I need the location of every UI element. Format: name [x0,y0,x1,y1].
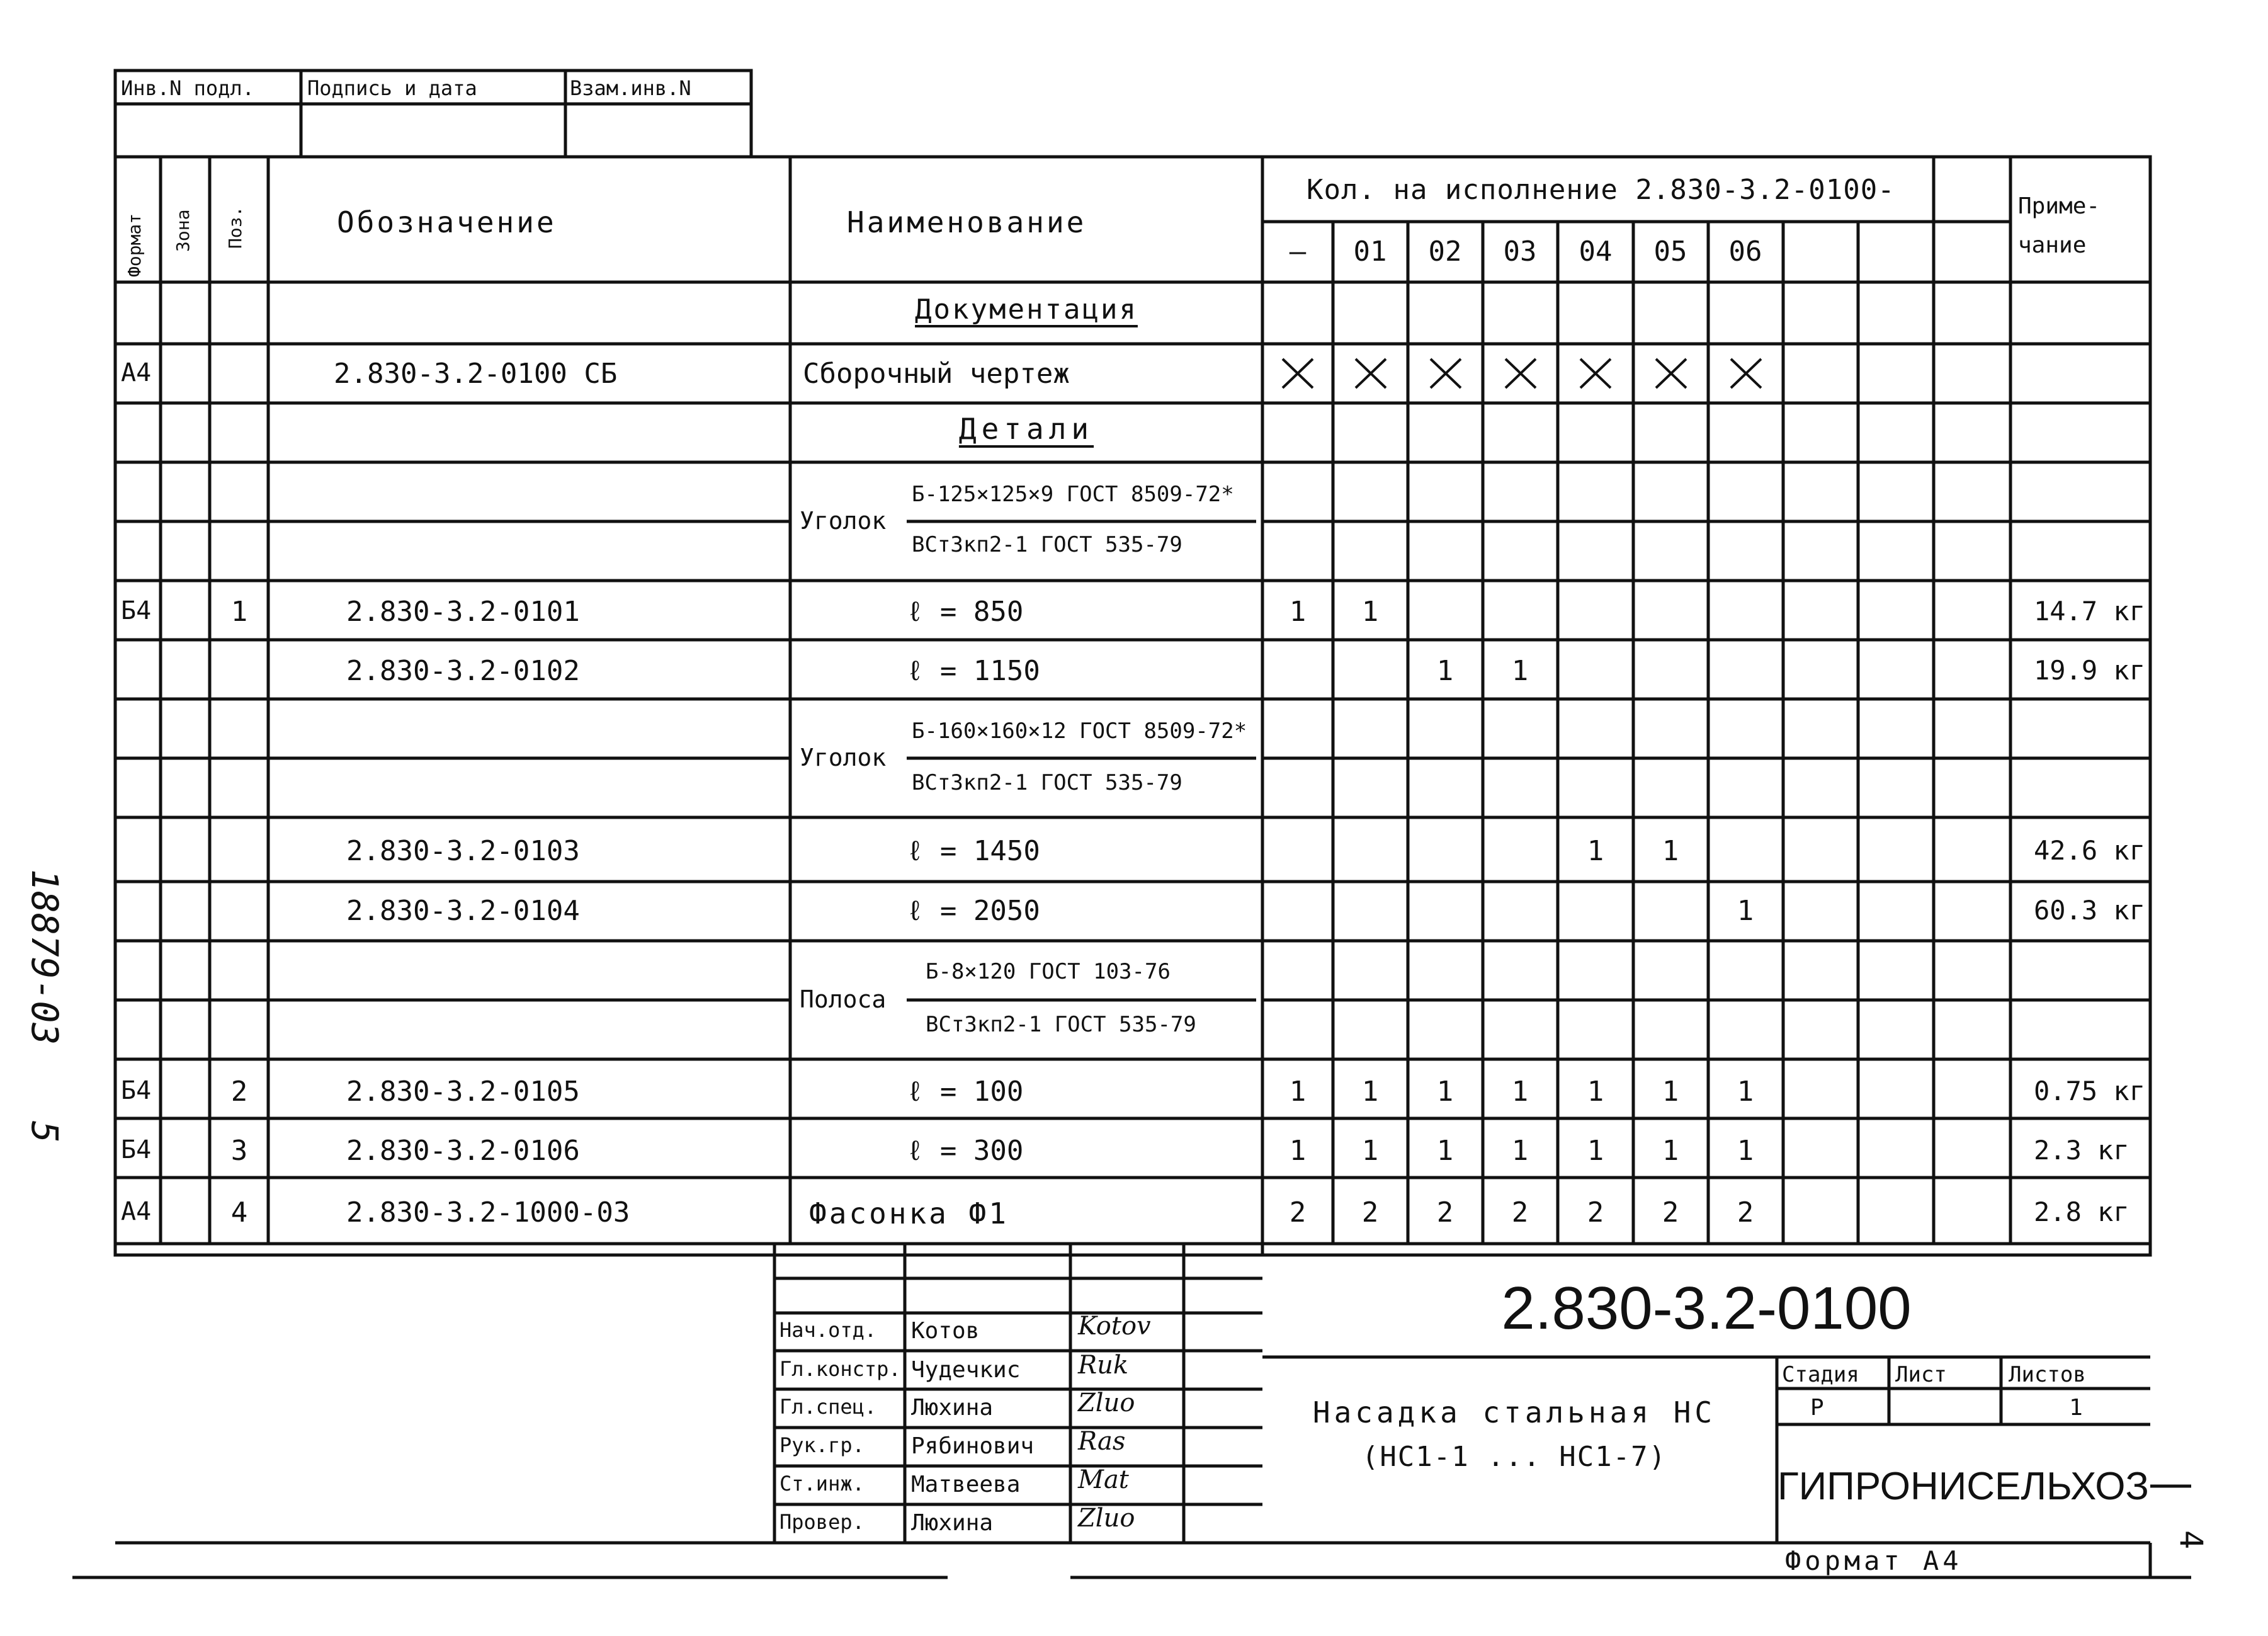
organization-name: ГИПРОНИСЕЛЬХОЗ [1778,1465,2149,1508]
row-name: ℓ = 300 [907,1135,1024,1167]
inv-podl-label: Инв.N подл. [121,76,254,100]
qty-cell: 2 [1737,1196,1754,1229]
header-naimenovanie: Наименование [847,205,1087,239]
row-note: 14.7 кг [2034,596,2146,627]
row-poz: 3 [230,1135,248,1167]
qty-cell: 2 [1511,1196,1529,1229]
sig-name: Матвеева [911,1472,1021,1497]
signature: Ruk [1078,1351,1129,1380]
variant-5: 05 [1653,236,1687,268]
qty-cell: 1 [1436,1076,1454,1108]
row-designation: 2.830-3.2-0106 [346,1135,580,1167]
header-poz: Поз. [225,206,246,249]
signature: Mat [1078,1465,1129,1494]
header-zona: Зона [173,209,193,252]
profile-bottom: ВСт3кп2-1 ГОСТ 535-79 [926,1012,1196,1037]
row-designation: 2.830-3.2-0105 [346,1076,580,1108]
row-note: 42.6 кг [2034,835,2146,866]
row-note: 0.75 кг [2034,1076,2146,1106]
stadia-label: Стадия [1782,1362,1859,1387]
qty-cell: 1 [1737,1135,1754,1167]
signature: Ras [1078,1427,1126,1456]
document-name-1: Насадка стальная НС [1312,1395,1716,1429]
qty-cell: 1 [1587,1135,1604,1167]
profile-top: Б-160×160×12 ГОСТ 8509-72* [912,719,1247,744]
row-format: Б4 [121,1076,152,1105]
variant-3: 03 [1503,236,1537,268]
profile-top: Б-125×125×9 ГОСТ 8509-72* [912,482,1234,507]
variant-1: 01 [1353,236,1387,268]
side-page-number: 5 [23,1121,66,1143]
qty-cell: 1 [1737,1076,1754,1108]
variant-6: 06 [1728,236,1762,268]
row-poz: 1 [230,596,248,628]
row-name: Фасонка Ф1 [809,1196,1009,1230]
section-documentation: Документация [915,293,1138,326]
sig-name: Рябинович [911,1433,1035,1459]
document-name-2: (НС1-1 ... НС1-7) [1361,1441,1667,1473]
sig-role: Рук.гр. [780,1433,865,1457]
profile-label: Уголок [800,507,887,535]
row-note: 2.8 кг [2034,1196,2129,1227]
variant-0: — [1289,236,1307,268]
header-oboznachenie: Обозначение [337,205,557,239]
listov-value: 1 [2069,1395,2083,1421]
profile-label: Полоса [800,986,887,1013]
qty-cell: 1 [1361,596,1379,628]
qty-cell: 2 [1436,1196,1454,1229]
row-designation: 2.830-3.2-1000-03 [346,1196,630,1229]
row-name: ℓ = 1450 [907,835,1040,867]
header-format: Формат [124,213,145,277]
header-primechanie-1: Приме- [2018,193,2101,219]
qty-cell: 2 [1289,1196,1307,1229]
qty-cell: 1 [1662,835,1679,867]
row-name: ℓ = 2050 [907,895,1040,927]
row-designation: 2.830-3.2-0100 СБ [334,358,618,390]
sig-name: Чудечкис [911,1357,1021,1383]
stadia-value: Р [1810,1395,1824,1421]
row-note: 60.3 кг [2034,895,2146,926]
row-name: ℓ = 100 [907,1076,1024,1108]
qty-cell: 1 [1587,1076,1604,1108]
qty-cell: 1 [1737,895,1754,927]
variant-4: 04 [1579,236,1613,268]
sig-role: Ст.инж. [780,1472,865,1496]
page-number: 4 [2173,1530,2209,1550]
row-format: А4 [121,358,152,387]
qty-cell: 1 [1662,1135,1679,1167]
qty-cell: 1 [1511,1135,1529,1167]
qty-cell: 2 [1662,1196,1679,1229]
profile-top: Б-8×120 ГОСТ 103-76 [926,959,1171,984]
list-label: Лист [1895,1362,1947,1387]
sig-role: Гл.спец. [780,1395,877,1419]
qty-cell: 1 [1511,1076,1529,1108]
header-kol-title: Кол. на исполнение 2.830-3.2-0100- [1307,174,1895,206]
signature: Zluo [1078,1504,1135,1533]
qty-cell: 1 [1289,1135,1307,1167]
sig-role: Провер. [780,1510,865,1534]
qty-cell: 2 [1361,1196,1379,1229]
profile-bottom: ВСт3кп2-1 ГОСТ 535-79 [912,770,1182,795]
section-details: Детали [958,412,1094,446]
qty-cell: 1 [1361,1135,1379,1167]
qty-cell: 2 [1587,1196,1604,1229]
row-name: Сборочный чертеж [803,358,1070,390]
header-primechanie-2: чание [2018,232,2087,258]
qty-cell: 1 [1511,655,1529,687]
row-poz: 2 [230,1076,248,1108]
sig-name: Котов [911,1318,980,1344]
sheet-format: Формат А4 [1785,1545,1963,1576]
podpis-data-label: Подпись и дата [307,76,477,100]
row-designation: 2.830-3.2-0102 [346,655,580,687]
row-format: Б4 [121,596,152,625]
qty-cell: 1 [1662,1076,1679,1108]
profile-bottom: ВСт3кп2-1 ГОСТ 535-79 [912,532,1182,557]
side-registration-number: 18879-03 [23,869,66,1045]
qty-cell: 1 [1436,1135,1454,1167]
row-format: А4 [121,1197,152,1226]
document-code: 2.830-3.2-0100 [1501,1275,1912,1342]
row-format: Б4 [121,1135,152,1164]
row-poz: 4 [230,1196,248,1229]
row-designation: 2.830-3.2-0104 [346,895,580,927]
row-note: 2.3 кг [2034,1135,2129,1166]
signature: Zluo [1078,1389,1135,1417]
listov-label: Листов [2009,1362,2086,1387]
row-note: 19.9 кг [2034,655,2146,686]
row-name: ℓ = 850 [907,596,1024,628]
sig-name: Люхина [911,1510,994,1536]
row-name: ℓ = 1150 [907,655,1040,687]
profile-label: Уголок [800,744,887,771]
qty-cell: 1 [1587,835,1604,867]
sig-role: Гл.констр. [780,1357,901,1381]
qty-cell: 1 [1436,655,1454,687]
row-designation: 2.830-3.2-0103 [346,835,580,867]
qty-cell: 1 [1289,1076,1307,1108]
qty-cell: 1 [1289,596,1307,628]
variant-2: 02 [1428,236,1462,268]
signature: Kotov [1078,1312,1151,1341]
row-designation: 2.830-3.2-0101 [346,596,580,628]
sig-role: Нач.отд. [780,1318,877,1342]
sig-name: Люхина [911,1395,994,1421]
vzam-inv-label: Взам.инв.N [570,76,691,100]
qty-cell: 1 [1361,1076,1379,1108]
